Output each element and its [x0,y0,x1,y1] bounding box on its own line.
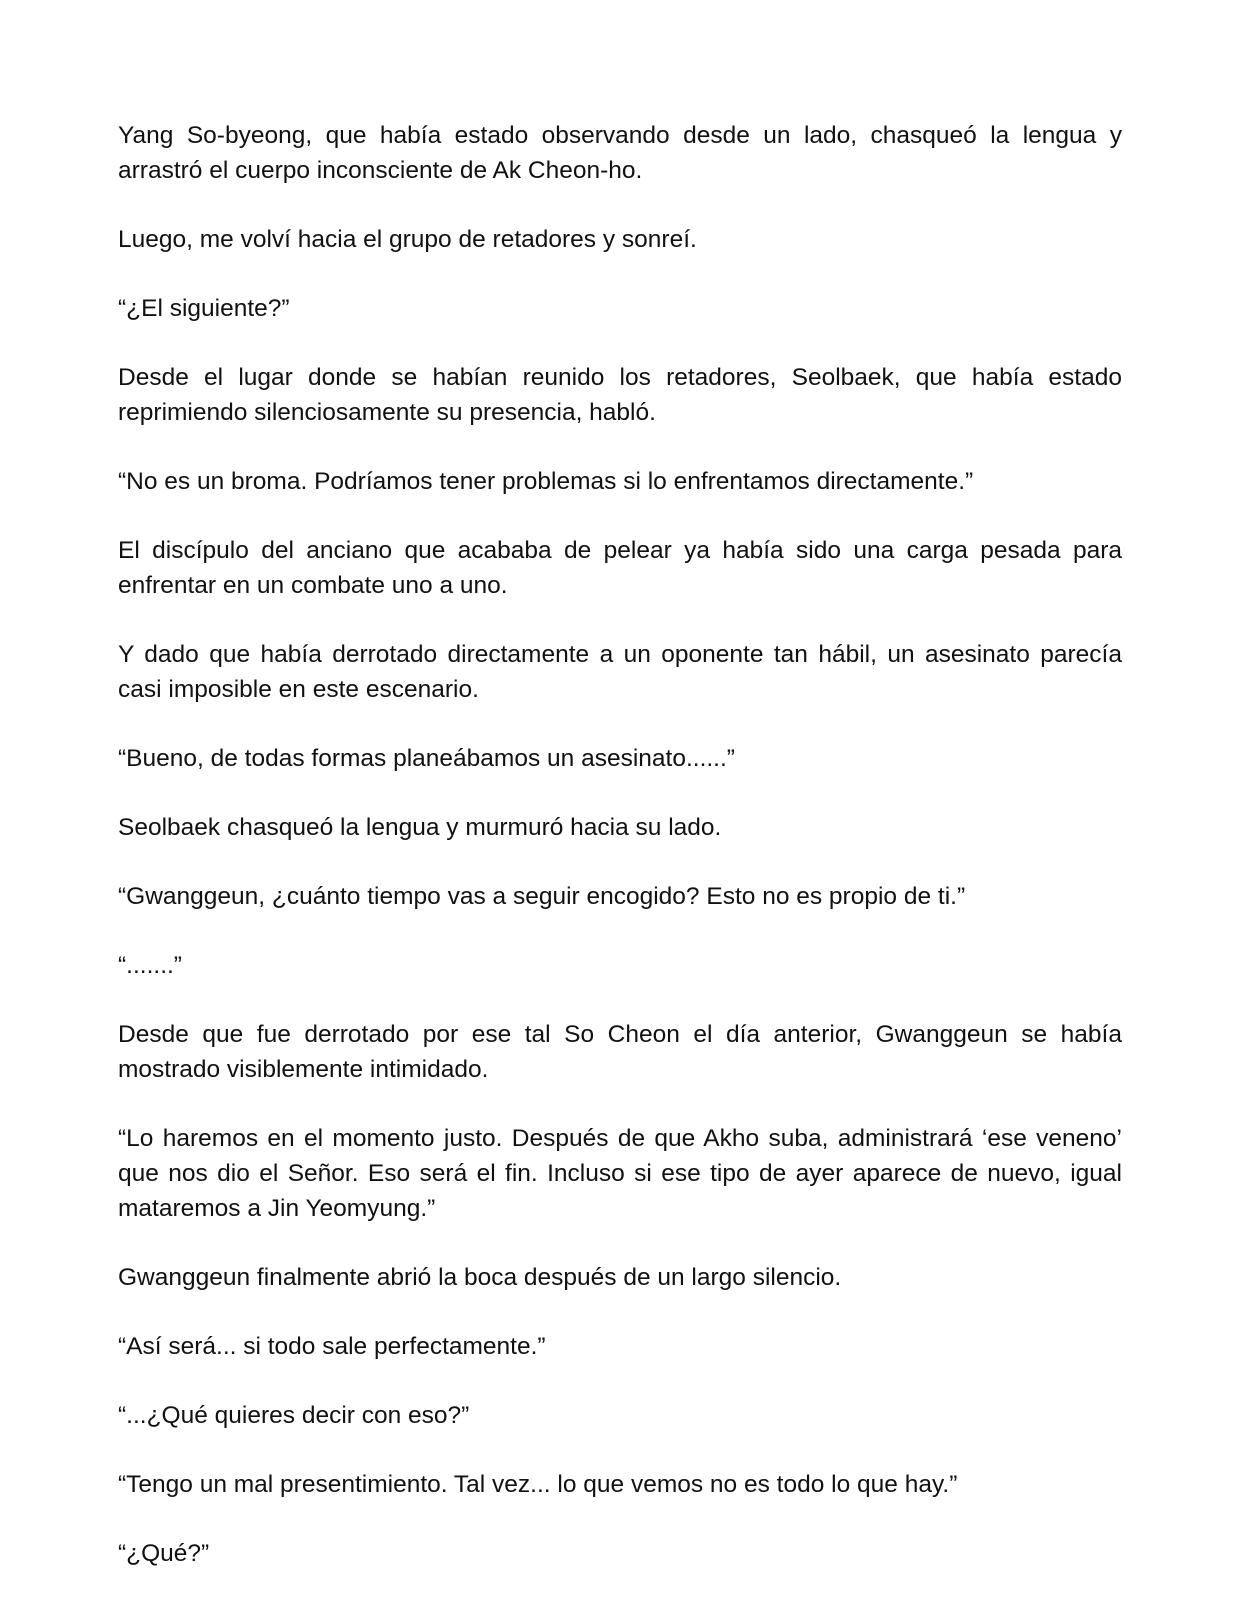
paragraph: “¿El siguiente?” [118,295,290,322]
document-body [118,118,1122,1605]
paragraph: “Lo haremos en el momento justo. Después de que Akho suba, administrará ‘ese veneno’ que nos dio el Señor. Eso será el fin. Incluso si ese tipo de ayer aparece de nuevo, igual mataremos a Jin Yeomyung.” [118,1125,1122,1222]
paragraph: Yang So-byeong, que había estado observando desde un lado, chasqueó la lengua y arrastró el cuerpo inconsciente de Ak Cheon-ho. [118,122,1122,184]
paragraph: Y dado que había derrotado directamente a un oponente tan hábil, un asesinato parecía casi imposible en este escenario. [118,641,1122,703]
paragraph: Desde el lugar donde se habían reunido los retadores, Seolbaek, que había estado reprimiendo silenciosamente su presencia, habló. [118,364,1122,426]
paragraph: “Bueno, de todas formas planeábamos un asesinato......” [118,745,735,772]
paragraph: “...¿Qué quieres decir con eso?” [118,1402,470,1429]
paragraph: “.......” [118,952,182,979]
paragraph: “Así será... si todo sale perfectamente.” [118,1333,546,1360]
paragraph: “No es un broma. Podríamos tener problemas si lo enfrentamos directamente.” [118,468,974,495]
paragraph: “¿Qué?” [118,1540,210,1567]
paragraph: El discípulo del anciano que acababa de pelear ya había sido una carga pesada para enfrentar en un combate uno a uno. [118,537,1122,599]
paragraph: Gwanggeun finalmente abrió la boca después de un largo silencio. [118,1264,842,1291]
paragraph: “Gwanggeun, ¿cuánto tiempo vas a seguir encogido? Esto no es propio de ti.” [118,883,966,910]
paragraph: Luego, me volví hacia el grupo de retadores y sonreí. [118,226,697,253]
paragraph: Seolbaek chasqueó la lengua y murmuró hacia su lado. [118,814,722,841]
paragraph: Desde que fue derrotado por ese tal So Cheon el día anterior, Gwanggeun se había mostrado visiblemente intimidado. [118,1021,1122,1083]
paragraph: “Tengo un mal presentimiento. Tal vez... lo que vemos no es todo lo que hay.” [118,1471,958,1498]
